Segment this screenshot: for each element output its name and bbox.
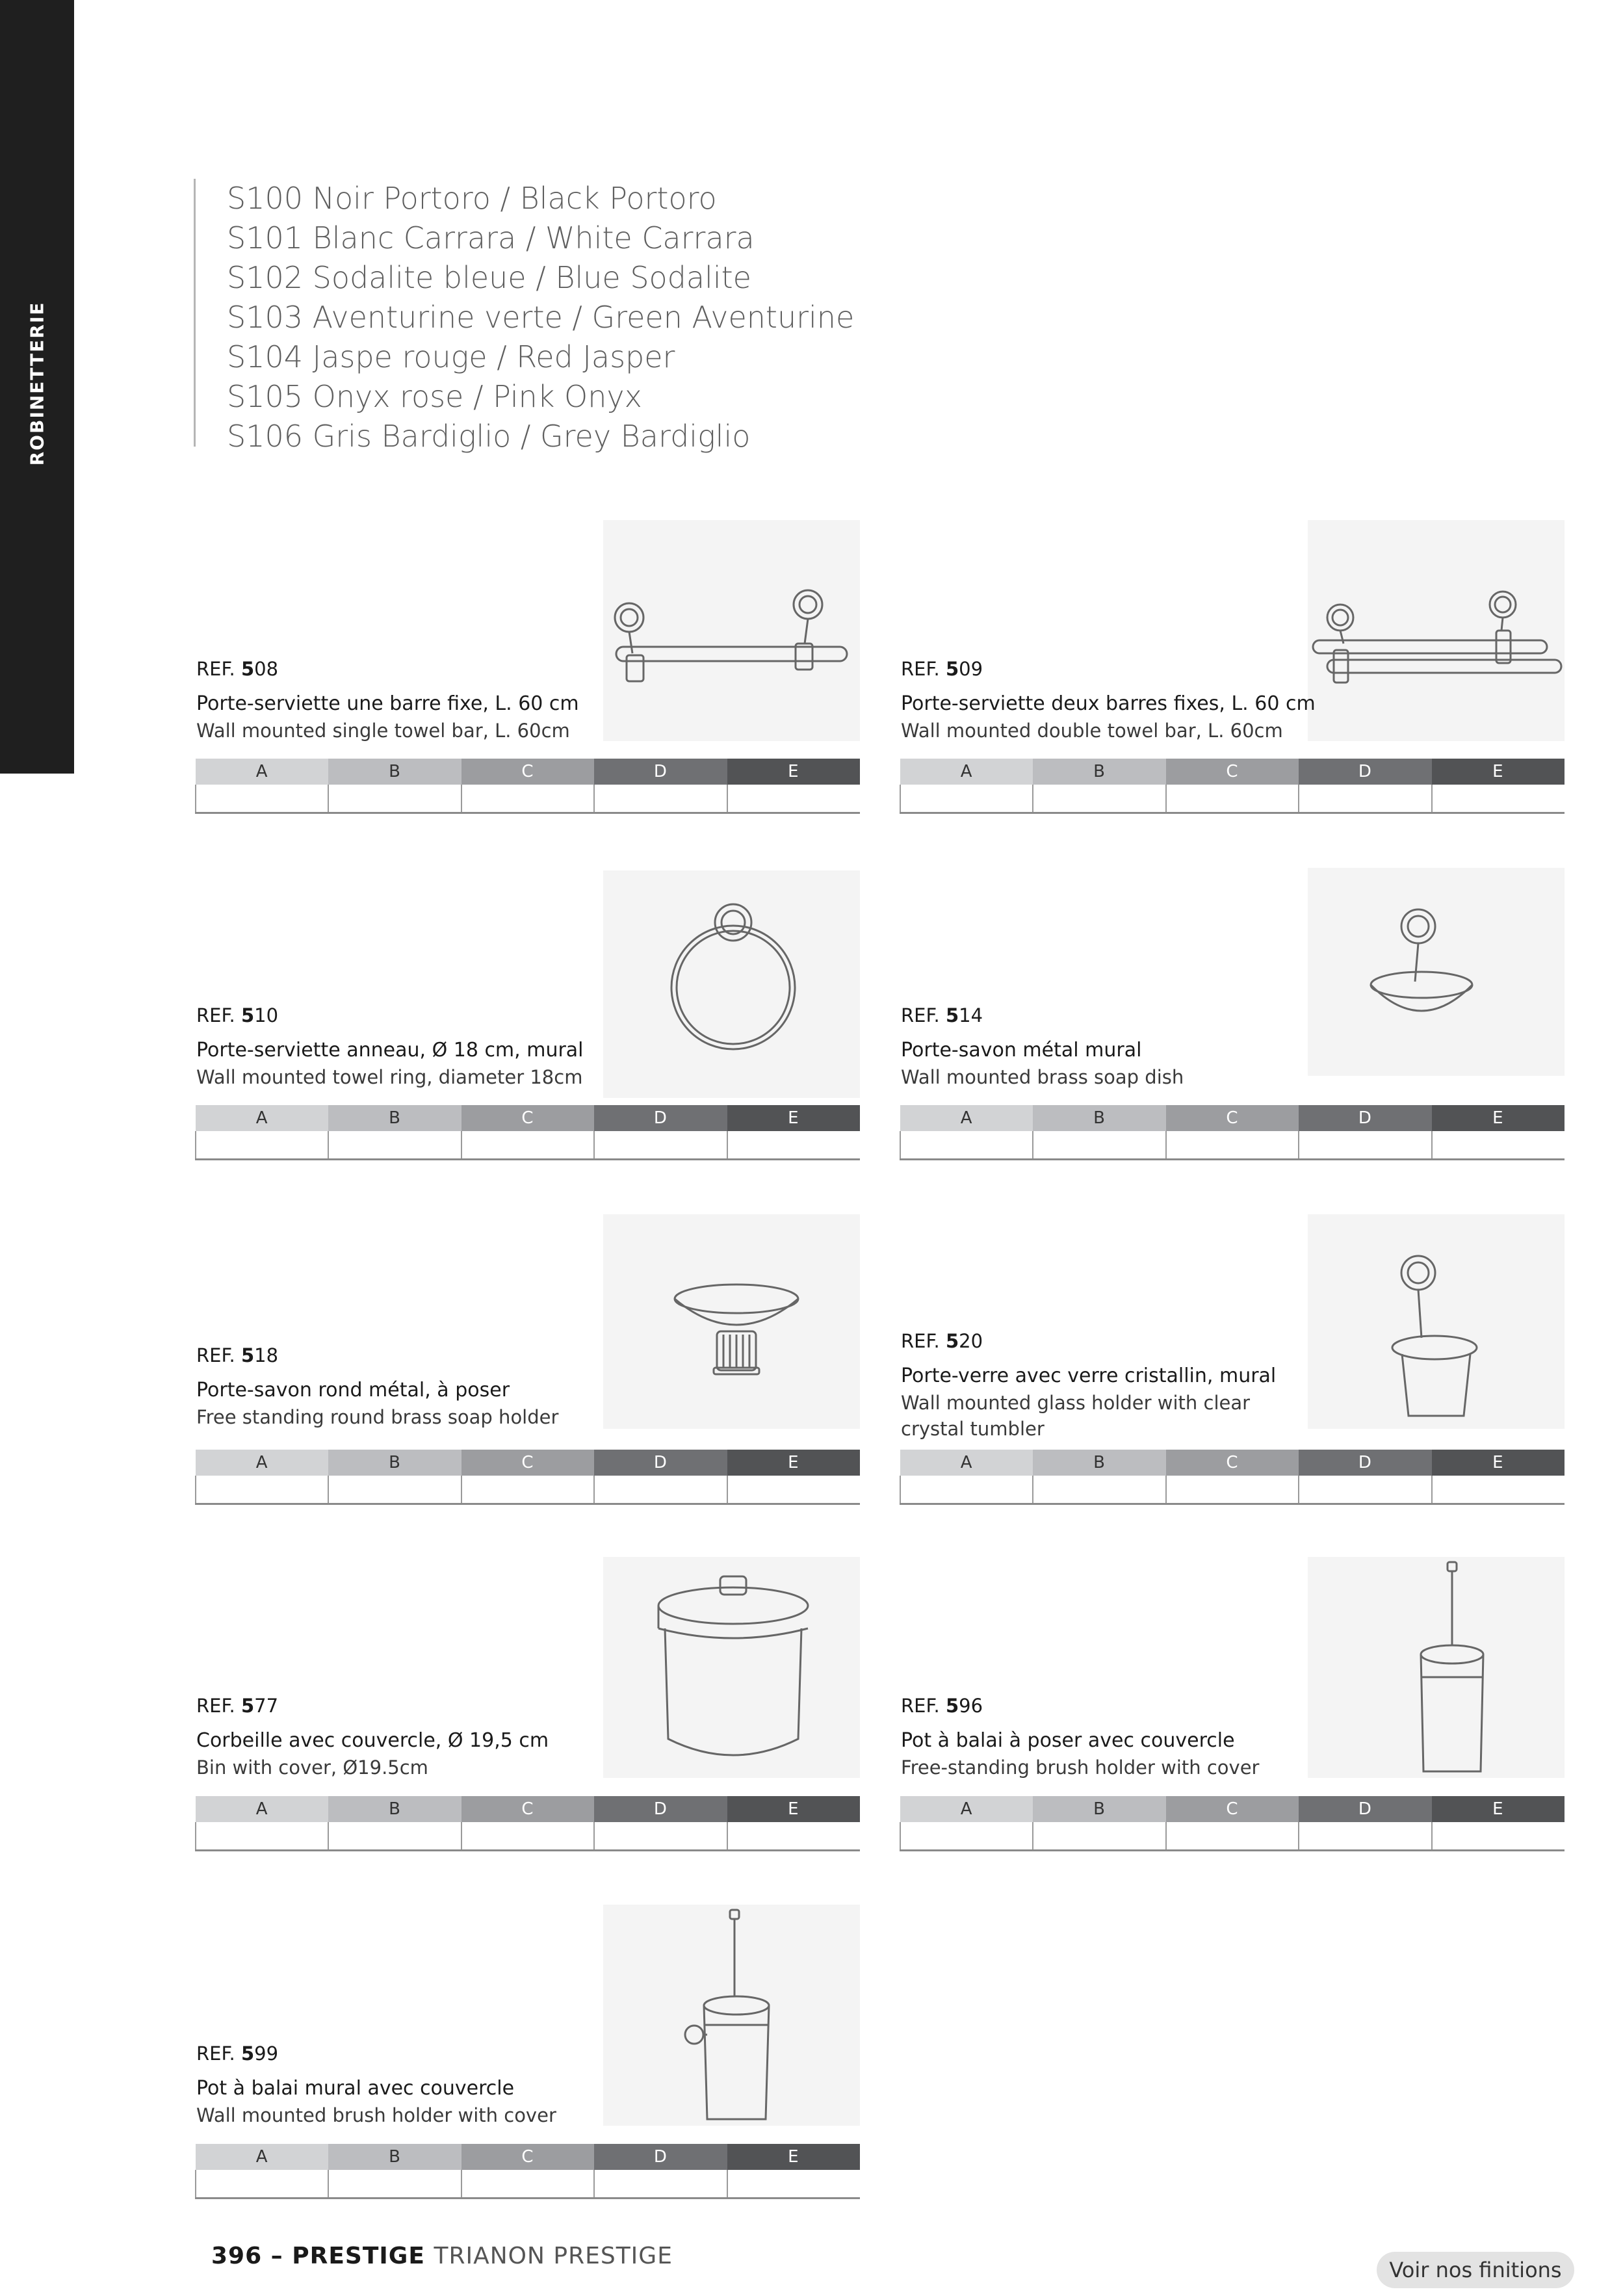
grid-header-e: E [727,1105,860,1131]
grid-cell [1432,1131,1565,1160]
product-card [900,1214,1565,1520]
product-image-standing-brush-holder [1308,1557,1565,1778]
grid-cell [900,1131,1033,1160]
grid-cell [1166,1131,1299,1160]
product-image-wall-brush-holder [603,1905,860,2126]
product-card [900,514,1565,819]
grid-header-d: D [594,759,727,785]
finish-item: S100 Noir Portoro / Black Portoro [227,181,717,216]
grid-header-d: D [594,2144,727,2170]
finish-item: S102 Sodalite bleue / Blue Sodalite [227,260,751,295]
grid-header-d: D [594,1450,727,1476]
product-image-bin-with-cover [603,1557,860,1778]
product-card [900,1557,1565,1862]
product-name-fr: Porte-serviette anneau, Ø 18 cm, mural [196,1039,584,1062]
grid-header-a: A [900,759,1033,785]
finish-item: S103 Aventurine verte / Green Aventurine [227,300,855,335]
grid-header-a: A [900,1105,1033,1131]
grid-header-e: E [727,2144,860,2170]
product-image-double-towel-bar [1308,520,1565,741]
product-name-en: Wall mounted towel ring, diameter 18cm [196,1066,583,1088]
grid-header-c: C [461,1796,594,1822]
grid-header-c: C [1166,1105,1299,1131]
grid-header-d: D [594,1105,727,1131]
grid-cell [461,1476,594,1504]
product-name-en: Wall mounted single towel bar, L. 60cm [196,720,570,742]
grid-header-a: A [196,2144,328,2170]
product-card [900,861,1565,1167]
page-number: 396 – PRESTIGE [211,2243,425,2269]
grid-header-e: E [727,1450,860,1476]
product-name-fr: Porte-savon rond métal, à poser [196,1379,510,1402]
grid-header-b: B [328,1450,461,1476]
grid-header-a: A [900,1796,1033,1822]
finish-item: S101 Blanc Carrara / White Carrara [227,220,755,255]
product-name-en: Wall mounted brush holder with cover [196,2104,556,2126]
collection-name: TRIANON PRESTIGE [434,2243,673,2269]
grid-cell [900,785,1033,813]
grid-cell [1432,1822,1565,1851]
grid-header-a: A [900,1450,1033,1476]
grid-header-b: B [1033,1796,1165,1822]
grid-cell [727,2170,860,2198]
grid-header-e: E [1432,759,1565,785]
grid-cell [1033,1131,1165,1160]
grid-header-d: D [1299,1796,1431,1822]
finish-item: S106 Gris Bardiglio / Grey Bardiglio [227,419,751,454]
grid-header-a: A [196,1796,328,1822]
product-ref: REF. 508 [196,658,279,680]
product-name-fr: Pot à balai mural avec couvercle [196,2077,515,2100]
product-name-en: Free-standing brush holder with cover [901,1756,1260,1779]
finish-grid [195,2144,860,2199]
product-name-fr: Porte-savon métal mural [901,1039,1142,1062]
finish-grid [900,1796,1565,1851]
product-ref: REF. 599 [196,2042,279,2065]
grid-header-c: C [1166,1796,1299,1822]
product-name-fr: Corbeille avec couvercle, Ø 19,5 cm [196,1729,549,1752]
grid-cell [727,1476,860,1504]
side-tab-label: ROBINETTERIE [26,301,48,466]
grid-cell [196,1476,328,1504]
grid-cell [1166,1822,1299,1851]
finish-item: S105 Onyx rose / Pink Onyx [227,379,642,414]
product-name-fr: Porte-serviette une barre fixe, L. 60 cm [196,692,579,715]
finish-grid [900,1105,1565,1160]
grid-cell [594,785,727,813]
side-tab [0,0,74,774]
grid-cell [727,1131,860,1160]
grid-header-c: C [461,759,594,785]
finish-list [194,179,855,454]
grid-header-d: D [1299,759,1431,785]
grid-header-b: B [328,759,461,785]
grid-cell [727,1822,860,1851]
product-ref: REF. 514 [901,1004,983,1026]
finish-grid [195,1796,860,1851]
grid-cell [196,1822,328,1851]
grid-header-b: B [328,2144,461,2170]
grid-cell [461,1131,594,1160]
grid-header-b: B [328,1796,461,1822]
grid-cell [594,1476,727,1504]
grid-cell [1432,785,1565,813]
product-name-en: Wall mounted brass soap dish [901,1066,1184,1088]
product-ref: REF. 520 [901,1330,983,1352]
grid-cell [594,2170,727,2198]
grid-cell [461,2170,594,2198]
finish-item: S104 Jaspe rouge / Red Jasper [227,339,675,374]
grid-cell [328,2170,461,2198]
grid-header-e: E [1432,1450,1565,1476]
grid-cell [328,785,461,813]
grid-cell [196,2170,328,2198]
grid-cell [1033,1822,1165,1851]
grid-header-a: A [196,759,328,785]
grid-header-b: B [1033,759,1165,785]
finish-grid [900,759,1565,814]
grid-header-a: A [196,1105,328,1131]
product-image-single-towel-bar [603,520,860,741]
grid-header-e: E [1432,1796,1565,1822]
finish-grid [195,1450,860,1505]
grid-cell [727,785,860,813]
grid-header-d: D [1299,1105,1431,1131]
grid-header-b: B [1033,1450,1165,1476]
page-footer [211,2243,673,2269]
grid-cell [1299,1822,1431,1851]
product-name-en: Bin with cover, Ø19.5cm [196,1756,428,1779]
grid-header-c: C [461,1105,594,1131]
product-card [195,514,860,819]
grid-cell [1166,1476,1299,1504]
grid-cell [1432,1476,1565,1504]
product-card [195,1905,860,2210]
grid-header-e: E [727,759,860,785]
product-name-en: Wall mounted double towel bar, L. 60cm [901,720,1283,742]
grid-cell [328,1822,461,1851]
grid-header-d: D [1299,1450,1431,1476]
grid-cell [328,1476,461,1504]
grid-cell [196,1131,328,1160]
grid-cell [1299,1131,1431,1160]
product-name-fr: Porte-verre avec verre cristallin, mural [901,1364,1277,1387]
view-finishes-button[interactable]: Voir nos finitions [1377,2252,1574,2288]
grid-header-a: A [196,1450,328,1476]
product-ref: REF. 596 [901,1695,983,1717]
product-name-en: Free standing round brass soap holder [196,1406,559,1428]
grid-header-b: B [328,1105,461,1131]
grid-header-c: C [461,1450,594,1476]
grid-header-e: E [1432,1105,1565,1131]
product-name-en: Wall mounted glass holder with clear crystal tumbler [901,1392,1251,1440]
product-image-towel-ring [603,870,860,1098]
grid-header-b: B [1033,1105,1165,1131]
product-ref: REF. 509 [901,658,983,680]
product-name-fr: Porte-serviette deux barres fixes, L. 60 cm [901,692,1316,715]
finish-grid [900,1450,1565,1505]
grid-header-d: D [594,1796,727,1822]
product-image-glass-holder [1308,1214,1565,1429]
product-image-standing-soap-holder [603,1214,860,1429]
product-ref: REF. 518 [196,1344,279,1366]
grid-cell [1299,785,1431,813]
product-ref: REF. 510 [196,1004,279,1026]
finish-grid [195,1105,860,1160]
grid-cell [1033,1476,1165,1504]
grid-header-c: C [461,2144,594,2170]
grid-cell [328,1131,461,1160]
grid-cell [461,1822,594,1851]
finish-grid [195,759,860,814]
grid-cell [594,1131,727,1160]
product-image-wall-soap-dish [1308,868,1565,1076]
grid-header-e: E [727,1796,860,1822]
product-name-fr: Pot à balai à poser avec couvercle [901,1729,1235,1752]
grid-header-c: C [1166,1450,1299,1476]
product-card [195,1214,860,1520]
grid-cell [461,785,594,813]
grid-cell [1166,785,1299,813]
grid-cell [1299,1476,1431,1504]
product-ref: REF. 577 [196,1695,279,1717]
grid-cell [196,785,328,813]
grid-cell [900,1822,1033,1851]
grid-cell [900,1476,1033,1504]
product-card [195,1557,860,1862]
grid-cell [1033,785,1165,813]
grid-cell [594,1822,727,1851]
grid-header-c: C [1166,759,1299,785]
product-card [195,861,860,1167]
